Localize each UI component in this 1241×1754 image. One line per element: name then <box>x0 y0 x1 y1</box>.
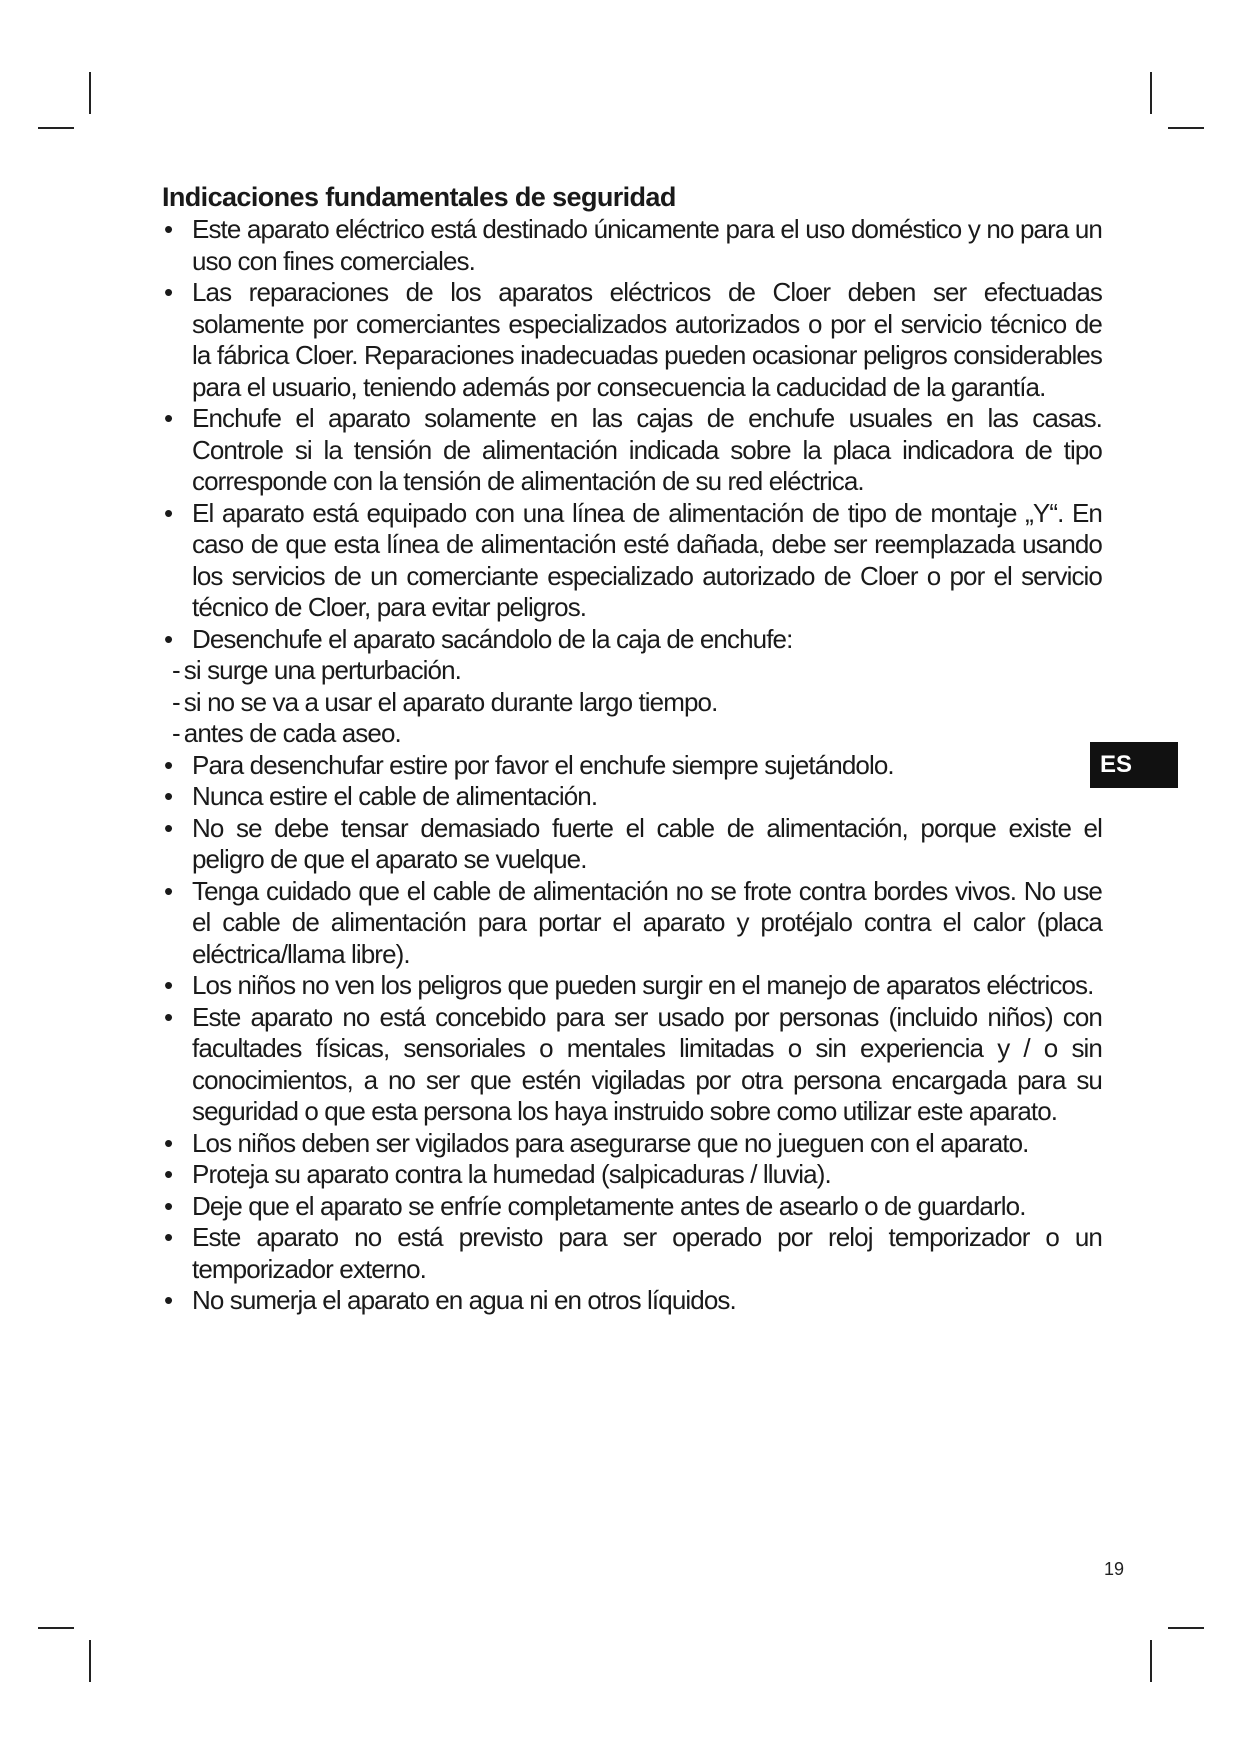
section-heading: Indicaciones fundamentales de seguridad <box>162 182 676 212</box>
list-item <box>162 214 1102 277</box>
item-text: Nunca estire el cable de alimentación. <box>192 781 598 811</box>
bullet-icon: • <box>164 623 173 654</box>
bullet-icon: • <box>164 970 173 1000</box>
bullet-icon: • <box>164 1285 173 1315</box>
crop-mark-bottom-right-vertical <box>1150 1640 1152 1682</box>
list-item <box>162 277 1102 403</box>
item-text: Enchufe el aparato solamente en las cajas de enchufe usuales en las casas. Controle si la tensión de alimentación indicada sobre la placa indicadora de tipo corresponde con la tensión de alimentación de su red eléctrica. <box>192 403 1102 496</box>
list-item <box>162 403 1102 498</box>
crop-mark-top-left-vertical <box>89 72 91 114</box>
item-text: Tenga cuidado que el cable de alimentación no se frote contra bordes vivos. No use el cable de alimentación para portar el aparato y protéjalo contra el calor (placa eléctrica/llama libre). <box>192 875 1102 969</box>
bullet-icon: • <box>164 1001 173 1032</box>
item-text: Este aparato no está concebido para ser usado por personas (incluido niños) con facultades físicas, sensoriales o mentales limitadas o sin experiencia y / o sin conocimientos, a no ser que estén vigiladas por otra persona encargada para su seguridad o que esta persona los haya instruido sobre como utilizar este aparato. <box>192 1001 1102 1126</box>
bullet-icon: • <box>164 497 173 528</box>
list-item <box>162 1128 1102 1160</box>
list-item <box>162 750 1102 782</box>
bullet-icon: • <box>164 214 173 244</box>
list-item <box>162 970 1102 1002</box>
list-item <box>162 498 1102 624</box>
item-text: Proteja su aparato contra la humedad (salpicaduras / lluvia). <box>192 1159 831 1189</box>
crop-mark-top-right-vertical <box>1150 72 1152 114</box>
bullet-icon: • <box>164 749 173 780</box>
bullet-icon: • <box>164 403 173 433</box>
item-text: Las reparaciones de los aparatos eléctricos de Cloer deben ser efectuadas solamente por comerciantes especializados autorizados o por el servicio técnico de la fábrica Cloer. Reparaciones inadecuadas pueden ocasionar peligros considerables para el usuario, teniendo además por consecuencia la caducidad de la garantía. <box>192 277 1102 402</box>
list-item <box>162 1285 1102 1317</box>
page-number: 19 <box>1104 1559 1125 1579</box>
list-item <box>162 1002 1102 1128</box>
subitem-text: antes de cada aseo. <box>183 718 401 748</box>
dash-icon: - <box>172 718 180 748</box>
item-text: Los niños deben ser vigilados para asegurarse que no jueguen con el aparato. <box>192 1127 1029 1158</box>
language-tab: ES <box>1090 742 1178 788</box>
bullet-icon: • <box>164 1222 173 1252</box>
bullet-icon: • <box>164 781 173 811</box>
item-text: Desenchufe el aparato sacándolo de la caja de enchufe: <box>192 623 793 654</box>
bullet-icon: • <box>164 1190 173 1221</box>
crop-mark-bottom-left-vertical <box>89 1640 91 1682</box>
bullet-icon: • <box>164 277 173 307</box>
bullet-icon: • <box>164 812 173 843</box>
crop-mark-bottom-left-horizontal <box>38 1627 74 1629</box>
list-item <box>162 624 1102 656</box>
bullet-icon: • <box>164 875 173 906</box>
dash-icon: - <box>172 655 180 685</box>
item-text: Deje que el aparato se enfríe completamente antes de asearlo o de guardarlo. <box>192 1190 1026 1221</box>
list-subitem <box>162 655 1102 687</box>
item-text: Los niños no ven los peligros que pueden surgir en el manejo de aparatos eléctricos. <box>192 970 1094 1000</box>
item-text: No se debe tensar demasiado fuerte el cable de alimentación, porque existe el peligro de que el aparato se vuelque. <box>192 812 1102 874</box>
item-text: Este aparato no está previsto para ser operado por reloj temporizador o un temporizador externo. <box>192 1222 1102 1284</box>
crop-mark-bottom-right-horizontal <box>1168 1627 1204 1629</box>
list-item <box>162 1222 1102 1285</box>
item-text: Para desenchufar estire por favor el enchufe siempre sujetándolo. <box>192 749 894 780</box>
list-subitem <box>162 718 1102 750</box>
list-item <box>162 1191 1102 1223</box>
bullet-icon: • <box>164 1159 173 1189</box>
safety-list <box>162 214 1102 1317</box>
item-text: No sumerja el aparato en agua ni en otros líquidos. <box>192 1285 736 1315</box>
subitem-text: si no se va a usar el aparato durante largo tiempo. <box>183 686 718 717</box>
safety-section <box>162 180 1102 1317</box>
list-item <box>162 781 1102 813</box>
crop-mark-top-left-horizontal <box>38 127 74 129</box>
bullet-icon: • <box>164 1127 173 1158</box>
dash-icon: - <box>172 686 180 717</box>
crop-mark-top-right-horizontal <box>1168 127 1204 129</box>
item-text: Este aparato eléctrico está destinado únicamente para el uso doméstico y no para un uso con fines comerciales. <box>192 214 1102 276</box>
list-item <box>162 1159 1102 1191</box>
subitem-text: si surge una perturbación. <box>183 655 461 685</box>
list-item <box>162 876 1102 971</box>
item-text: El aparato está equipado con una línea de alimentación de tipo de montaje „Y“. En caso de que esta línea de alimentación esté dañada, debe ser reemplazada usando los servicios de un comerciante especializado autorizado de Cloer o por el servicio técnico de Cloer, para evitar peligros. <box>192 497 1102 622</box>
list-subitem <box>162 687 1102 719</box>
list-item <box>162 813 1102 876</box>
